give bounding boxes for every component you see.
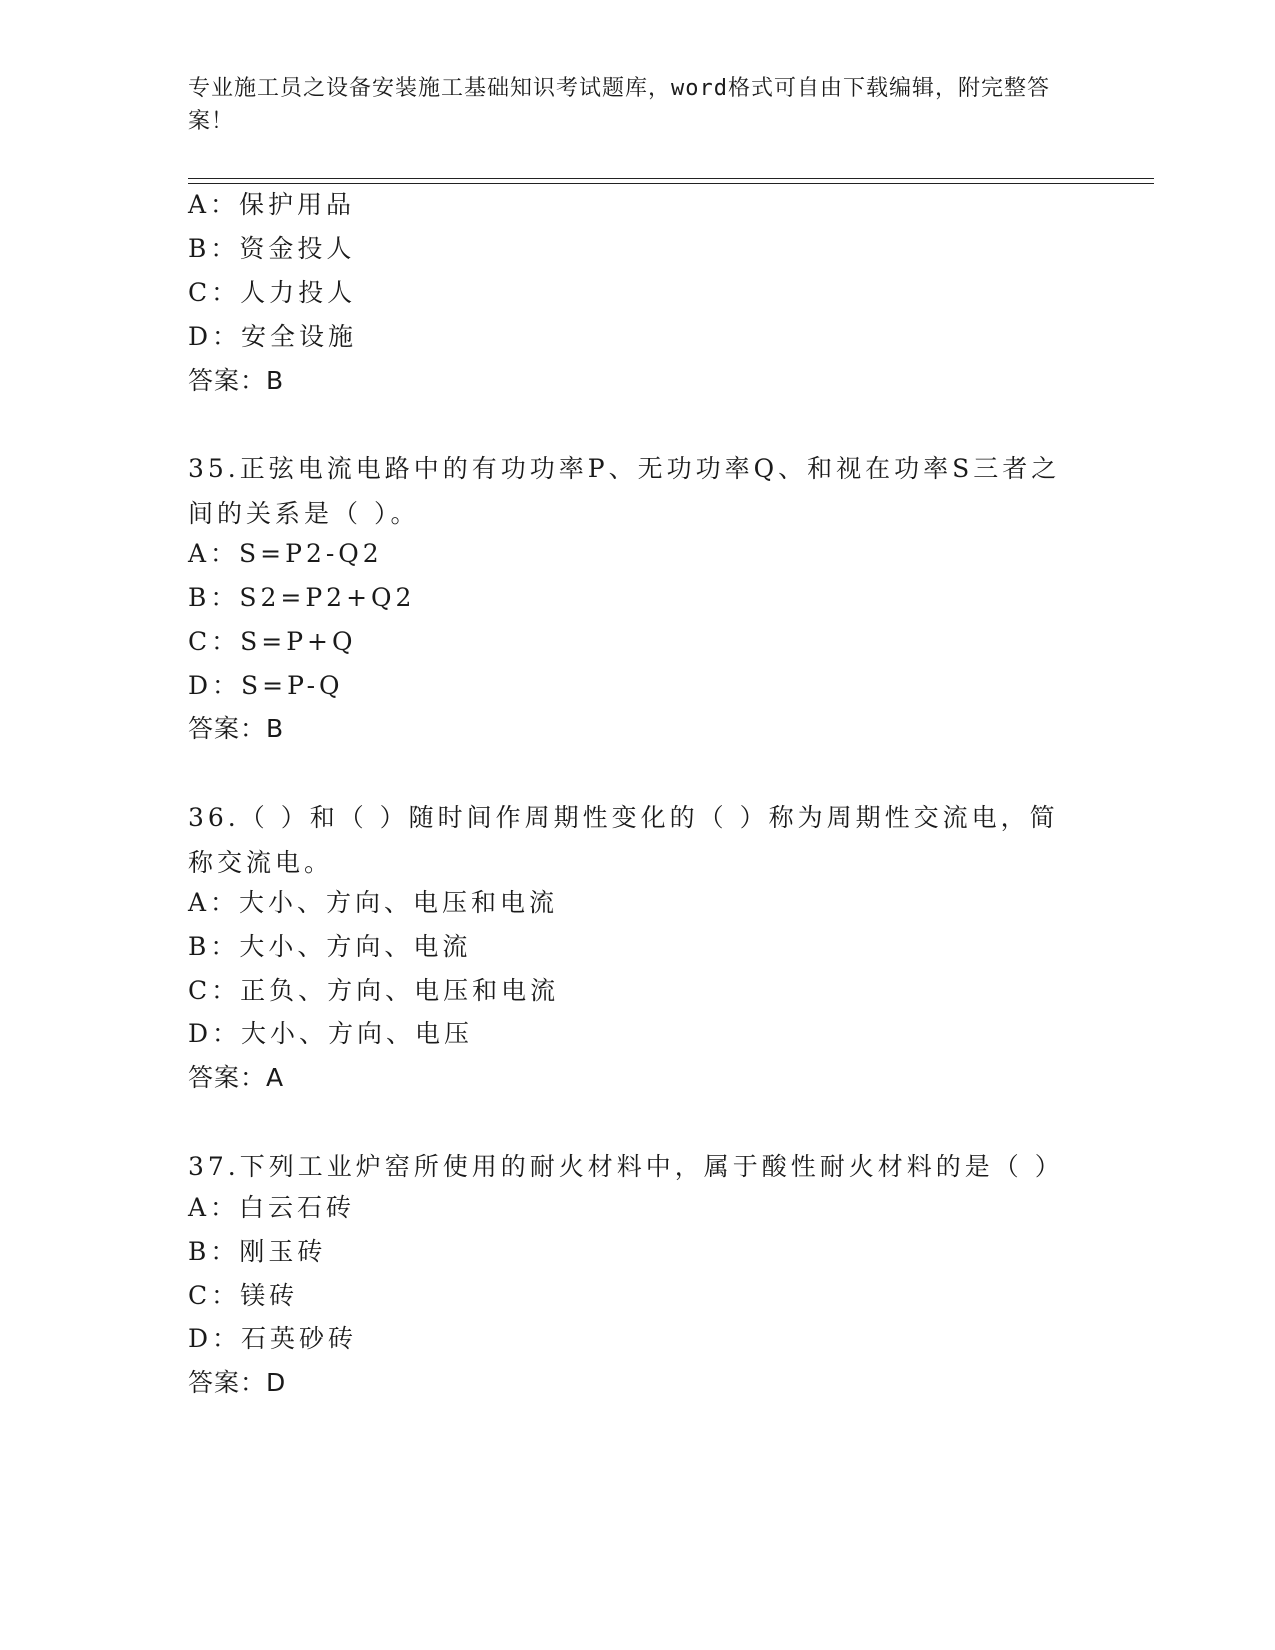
q34-option-a: A：保护用品 bbox=[188, 190, 356, 219]
document-header: 专业施工员之设备安装施工基础知识考试题库，word格式可自由下载编辑，附完整答案！ bbox=[188, 76, 1050, 134]
q36-option-a: A：大小、方向、电压和电流 bbox=[188, 888, 559, 917]
q35-option-a: A：S=P2-Q2 bbox=[188, 539, 383, 568]
q37-option-d: D：石英砂砖 bbox=[188, 1324, 358, 1353]
q35-option-b: B：S2=P2+Q2 bbox=[188, 583, 416, 612]
header-rule-bottom bbox=[188, 183, 1154, 184]
q36-option-b: B：大小、方向、电流 bbox=[188, 932, 472, 961]
q36-stem: 36.（ ）和（ ）随时间作周期性变化的（ ）称为周期性交流电，简称交流电。 bbox=[188, 803, 1059, 877]
q35-stem: 35.正弦电流电路中的有功功率P、无功功率Q、和视在功率S三者之间的关系是（ ）。 bbox=[188, 454, 1061, 528]
q36-option-d: D：大小、方向、电压 bbox=[188, 1019, 474, 1048]
q34-answer: 答案：B bbox=[188, 366, 285, 395]
q37-option-c: C：镁砖 bbox=[188, 1281, 299, 1310]
q35-option-d: D：S=P-Q bbox=[188, 671, 344, 700]
q36-answer: 答案：A bbox=[188, 1063, 285, 1092]
q34-option-d: D：安全设施 bbox=[188, 322, 358, 351]
q37-option-a: A：白云石砖 bbox=[188, 1193, 356, 1222]
q37-answer: 答案：D bbox=[188, 1368, 287, 1397]
q35-option-c: C：S=P+Q bbox=[188, 627, 357, 656]
q34-option-b: B：资金投人 bbox=[188, 234, 356, 263]
q37-stem: 37.下列工业炉窑所使用的耐火材料中，属于酸性耐火材料的是（ ） bbox=[188, 1152, 1064, 1181]
header-rule-top bbox=[188, 178, 1154, 179]
q36-option-c: C：正负、方向、电压和电流 bbox=[188, 976, 560, 1005]
q34-option-c: C：人力投人 bbox=[188, 278, 357, 307]
q35-answer: 答案：B bbox=[188, 714, 285, 743]
q37-option-b: B：刚玉砖 bbox=[188, 1237, 327, 1266]
